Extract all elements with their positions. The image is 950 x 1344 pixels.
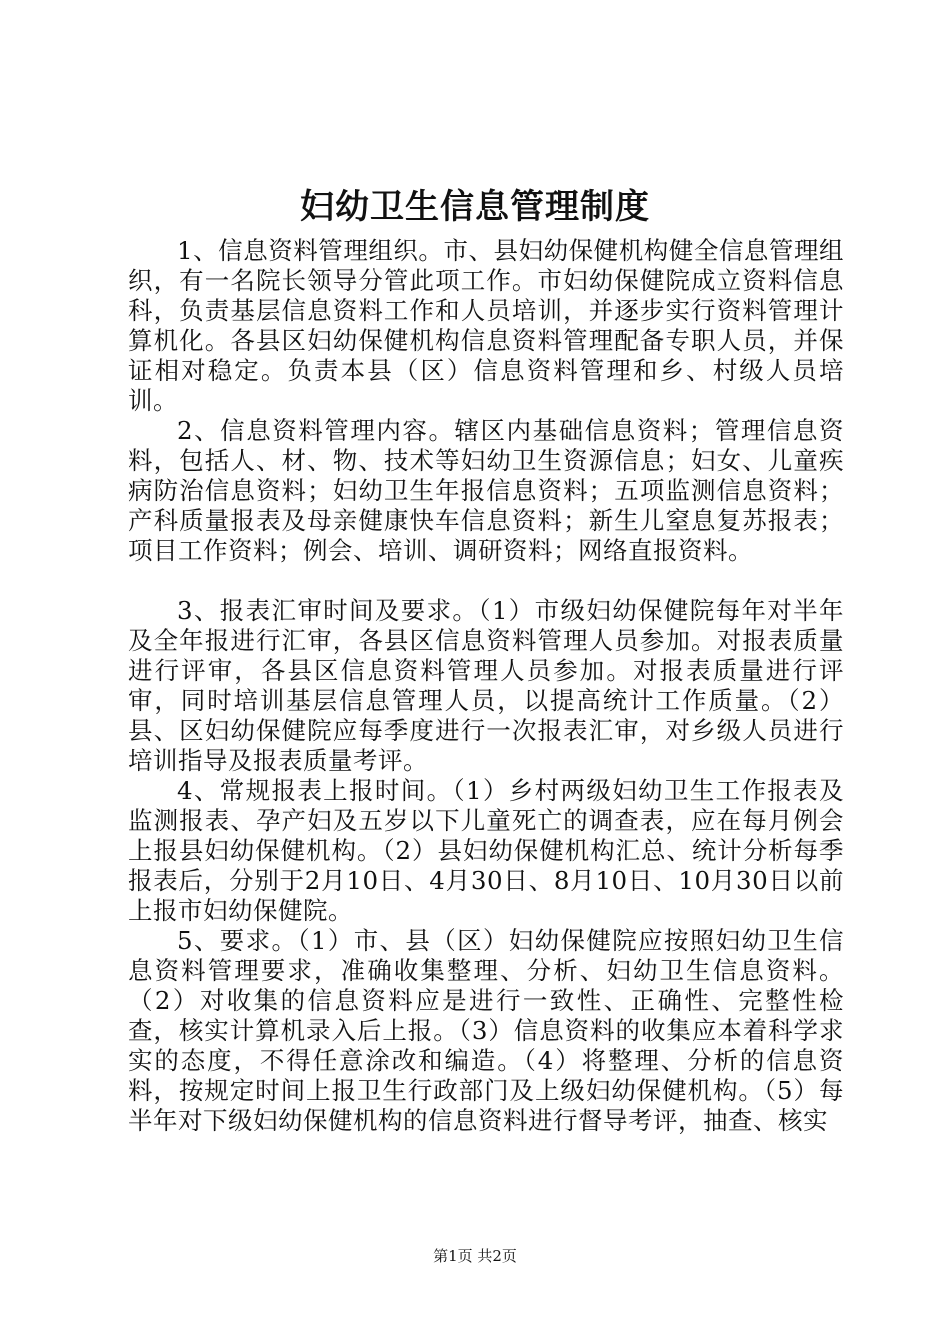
paragraph-5: 5、要求。（1）市、县（区）妇幼保健院应按照妇幼卫生信息资料管理要求，准确收集整理、分析、妇幼卫生信息资料。（2）对收集的信息资料应是进行一致性、正确性、完整性检查，核实计算机录入后上报。（3）信息资料的收集应本着科学求实的态度，不得任意涂改和编造。（4）将整理、分析的信息资料，按规定时间上报卫生行政部门及上级妇幼保健机构。（5）每半年对下级妇幼保健机构的信息资料进行督导考评，抽查、核实 xyxy=(128,926,844,1135)
document-body xyxy=(128,236,844,1136)
paragraph-3: 3、报表汇审时间及要求。（1）市级妇幼保健院每年对半年及全年报进行汇审，各县区信息资料管理人员参加。对报表质量进行评审，各县区信息资料管理人员参加。对报表质量进行评审，同时培训基层信息管理人员，以提高统计工作质量。（2）县、区妇幼保健院应每季度进行一次报表汇审，对乡级人员进行培训指导及报表质量考评。 xyxy=(128,596,844,775)
document-title: 妇幼卫生信息管理制度 xyxy=(300,187,650,227)
paragraph-4: 4、常规报表上报时间。（1）乡村两级妇幼卫生工作报表及监测报表、孕产妇及五岁以下儿童死亡的调查表，应在每月例会上报县妇幼保健机构。（2）县妇幼保健机构汇总、统计分析每季报表后，分别于2月10日、4月30日、8月10日、10月30日以前上报市妇幼保健院。 xyxy=(128,776,844,925)
paragraph-2: 2、信息资料管理内容。辖区内基础信息资料；管理信息资料，包括人、材、物、技术等妇幼卫生资源信息；妇女、儿童疾病防治信息资料；妇幼卫生年报信息资料；五项监测信息资料；产科质量报表及母亲健康快车信息资料；新生儿窒息复苏报表；项目工作资料；例会、培训、调研资料；网络直报资料。 xyxy=(128,416,844,565)
page-number-footer: 第1页 共2页 xyxy=(433,1247,517,1265)
paragraph-1: 1、信息资料管理组织。市、县妇幼保健机构健全信息管理组织，有一名院长领导分管此项工作。市妇幼保健院成立资料信息科，负责基层信息资料工作和人员培训，并逐步实行资料管理计算机化。各县区妇幼保健机构信息资料管理配备专职人员，并保证相对稳定。负责本县（区）信息资料管理和乡、村级人员培训。 xyxy=(128,236,844,415)
paragraph-spacer xyxy=(128,566,844,596)
